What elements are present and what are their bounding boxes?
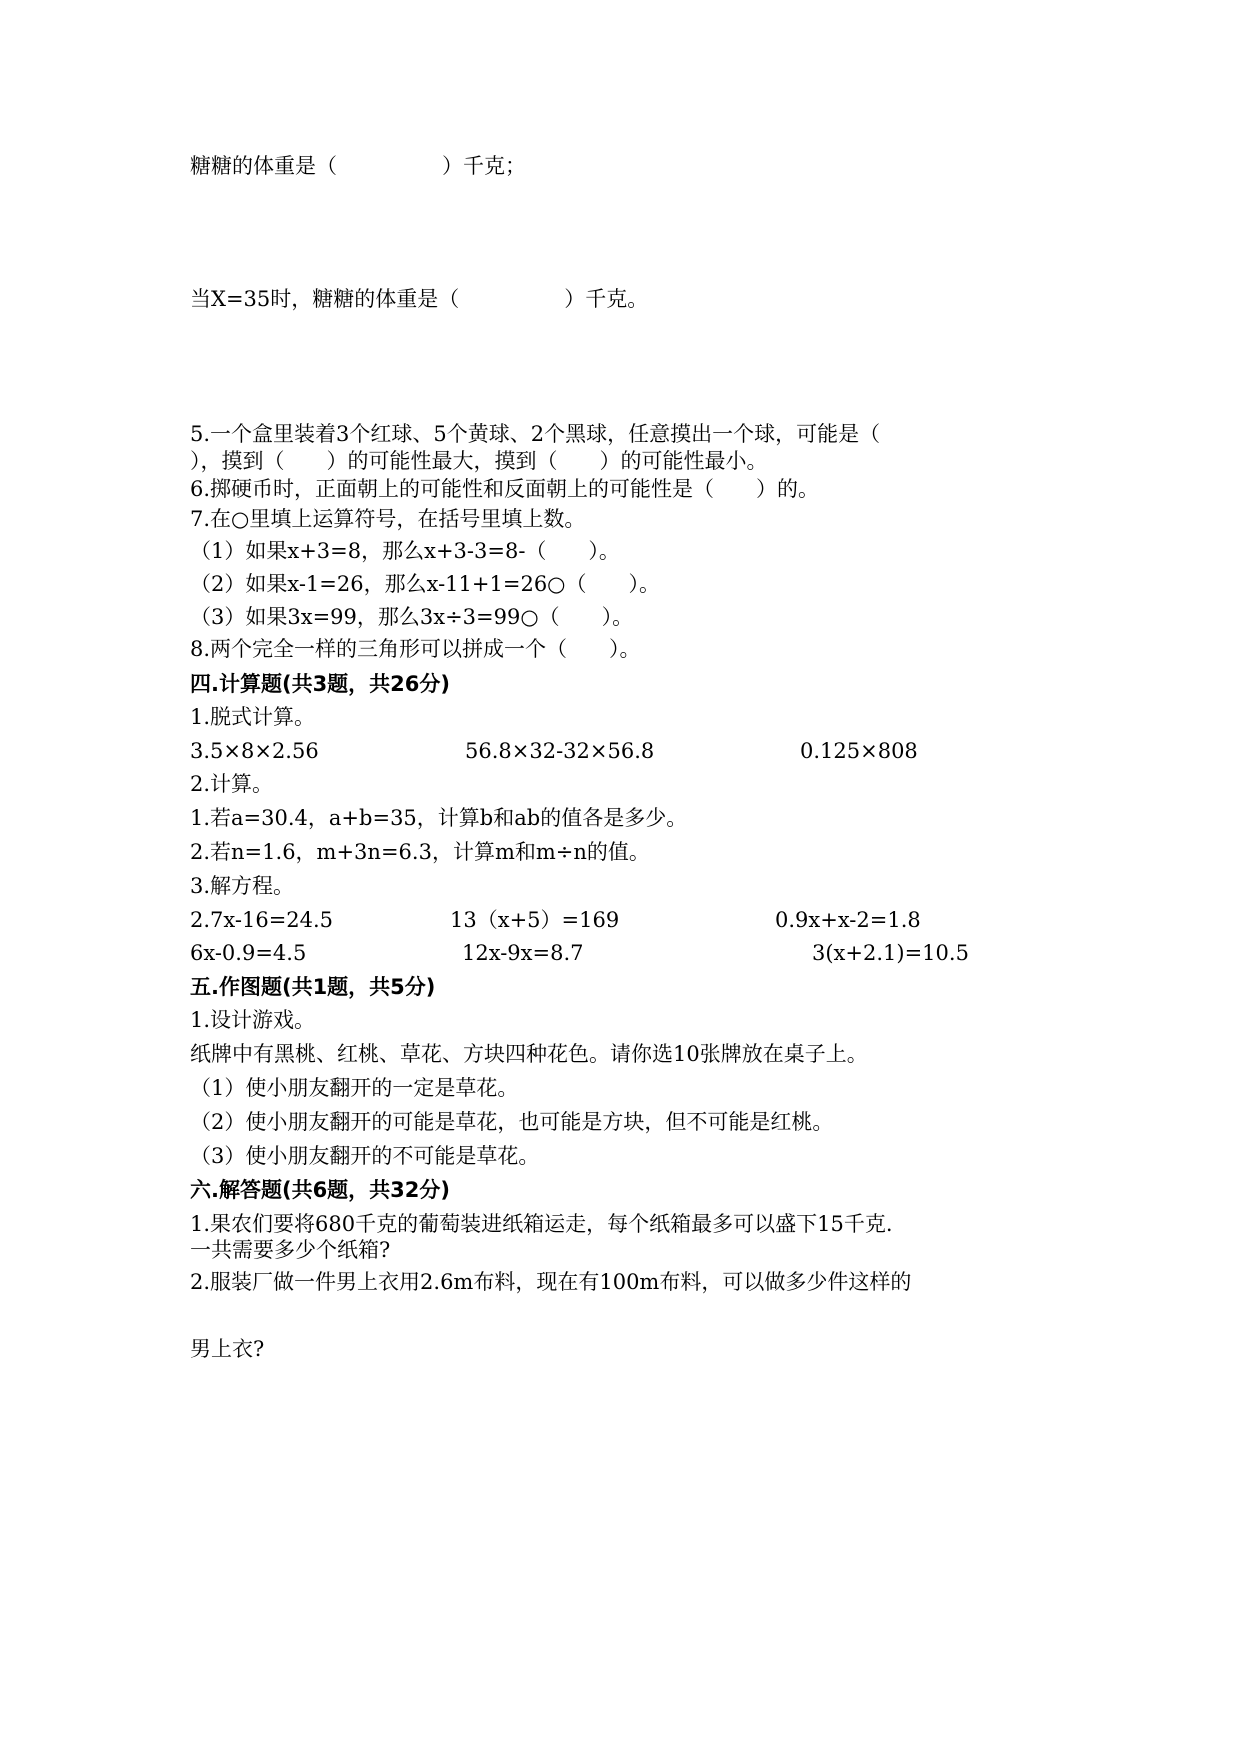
s4-item-2-sub-2: 2.若n=1.6，m+3n=6.3，计算m和m÷n的值。 bbox=[190, 840, 650, 864]
s6-q2-line-1: 2.服装厂做一件男上衣用2.6m布料，现在有100m布料，可以做多少件这样的 bbox=[190, 1270, 912, 1294]
s5-part-1: （1）使小朋友翻开的一定是草花。 bbox=[190, 1076, 519, 1100]
s5-part-2: （2）使小朋友翻开的可能是草花，也可能是方块，但不可能是红桃。 bbox=[190, 1110, 834, 1134]
equation: 13（x+5）=169 bbox=[450, 908, 620, 932]
s4-item-1: 1.脱式计算。 bbox=[190, 705, 316, 729]
equation: 2.7x-16=24.5 bbox=[190, 908, 334, 932]
s4-item-2-sub-1: 1.若a=30.4，a+b=35，计算b和ab的值各是多少。 bbox=[190, 806, 688, 830]
q5-line-1: 5.一个盒里装着3个红球、5个黄球、2个黑球，任意摸出一个球，可能是（ bbox=[190, 422, 881, 446]
q6: 6.掷硬币时，正面朝上的可能性和反面朝上的可能性是（ ）的。 bbox=[190, 477, 820, 501]
section-5-heading: 五.作图题(共1题，共5分) bbox=[190, 975, 436, 999]
q7-part-3: （3）如果3x=99，那么3x÷3=99○（ ）。 bbox=[190, 605, 634, 629]
section-4-heading: 四.计算题(共3题，共26分) bbox=[190, 672, 451, 696]
s6-q1-line-2: 一共需要多少个纸箱? bbox=[190, 1238, 391, 1262]
s4-item-3: 3.解方程。 bbox=[190, 874, 295, 898]
q5-line-2: ），摸到（ ）的可能性最大，摸到（ ）的可能性最小。 bbox=[190, 449, 768, 473]
weight-blank-line: 糖糖的体重是（ ）千克； bbox=[190, 154, 526, 178]
equation: 12x-9x=8.7 bbox=[462, 941, 584, 965]
weight-x35-line: 当X=35时，糖糖的体重是（ ）千克。 bbox=[190, 287, 649, 311]
q7-part-1: （1）如果x+3=8，那么x+3-3=8-（ ）。 bbox=[190, 539, 620, 563]
s6-q1-line-1: 1.果农们要将680千克的葡萄装进纸箱运走，每个纸箱最多可以盛下15千克. bbox=[190, 1212, 893, 1236]
s5-part-3: （3）使小朋友翻开的不可能是草花。 bbox=[190, 1144, 540, 1168]
s4-item-2: 2.计算。 bbox=[190, 772, 274, 796]
calc-expression: 56.8×32-32×56.8 bbox=[465, 739, 655, 763]
calc-expression: 0.125×808 bbox=[800, 739, 918, 763]
s6-q2-line-2: 男上衣? bbox=[190, 1337, 265, 1361]
calc-expression: 3.5×8×2.56 bbox=[190, 739, 319, 763]
q7-part-2: （2）如果x-1=26，那么x-11+1=26○（ ）。 bbox=[190, 572, 660, 596]
equation: 0.9x+x-2=1.8 bbox=[775, 908, 921, 932]
q7-stem: 7.在○里填上运算符号，在括号里填上数。 bbox=[190, 507, 586, 531]
s5-item-1: 1.设计游戏。 bbox=[190, 1008, 316, 1032]
q8: 8.两个完全一样的三角形可以拼成一个（ ）。 bbox=[190, 637, 641, 661]
equation: 3(x+2.1)=10.5 bbox=[812, 941, 969, 965]
equation: 6x-0.9=4.5 bbox=[190, 941, 307, 965]
s5-description: 纸牌中有黑桃、红桃、草花、方块四种花色。请你选10张牌放在桌子上。 bbox=[190, 1042, 868, 1066]
section-6-heading: 六.解答题(共6题，共32分) bbox=[190, 1178, 451, 1202]
